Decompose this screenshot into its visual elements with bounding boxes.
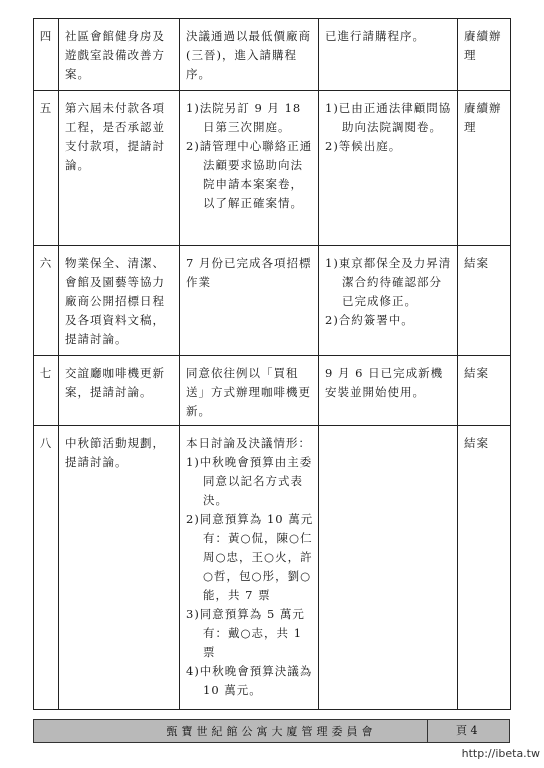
cell-intro: 7 月份已完成各項招標作業 [186,256,312,289]
list-item: 2)等候出庭。 [325,139,402,153]
item-number: 五 [34,91,59,246]
item-list [325,254,453,330]
status-cell: 結案 [458,426,511,710]
list-item: 4)中秋晚會預算決議為 10 萬元。 [186,664,313,697]
cell-intro: 決議通過以最低價廠商(三晉)，進入請購程序。 [186,29,311,81]
item-number: 六 [34,246,59,356]
execution-cell [319,19,458,91]
item-number: 七 [34,356,59,426]
status-cell: 結案 [458,246,511,356]
status-cell: 賡續辦理 [458,19,511,91]
table-row [34,19,511,91]
item-number: 八 [34,426,59,710]
resolution-cell [180,91,319,246]
committee-name: 甄寶世紀館公寓大廈管理委員會 [166,725,377,738]
resolution-cell [180,356,319,426]
cell-intro: 本日討論及決議情形： [186,436,311,450]
resolution-cell [180,246,319,356]
execution-cell [319,246,458,356]
status-cell: 結案 [458,356,511,426]
list-item: 1)已由正通法律顧問協助向法院調閱卷。 [325,101,452,134]
table-row [34,246,511,356]
subject-cell: 交誼廳咖啡機更新案，提請討論。 [59,356,180,426]
subject-cell: 社區會館健身房及遊戲室設備改善方案。 [59,19,180,91]
page-number: 頁 4 [427,720,509,742]
item-list [325,99,453,156]
resolution-cell [180,426,319,710]
execution-cell [319,426,458,710]
execution-cell [319,356,458,426]
cell-intro: 已進行請購程序。 [325,29,425,43]
subject-cell: 第六屆未付款各項工程，是否承認並支付款項，提請討論。 [59,91,180,246]
list-item: 2)合約簽署中。 [325,313,414,327]
status-cell: 賡續辦理 [458,91,511,246]
list-item: 3)同意預算為 5 萬元有：戴○志，共 1 票 [186,607,305,659]
item-list [186,453,314,700]
cell-intro: 同意依往例以「買租送」方式辦理咖啡機更新。 [186,366,311,418]
subject-cell: 中秋節活動規劃，提請討論。 [59,426,180,710]
site-watermark: http://ibeta.tw [461,747,540,760]
table-body [34,19,511,710]
item-list [186,99,314,213]
cell-intro: 9 月 6 日已完成新機安裝並開始使用。 [325,366,444,399]
subject-cell: 物業保全、清潔、會館及園藝等協力廠商公開招標日程及各項資料文稿，提請討論。 [59,246,180,356]
table-row [34,91,511,246]
item-number: 四 [34,19,59,91]
list-item: 1)東京都保全及力昇清潔合約待確認部分已完成修正。 [325,256,452,308]
list-item: 1)中秋晚會預算由主委同意以記名方式表決。 [186,455,313,507]
list-item: 2)請管理中心聯絡正通法顧要求協助向法院申請本案案卷，以了解正確案情。 [186,139,313,210]
resolution-cell [180,19,319,91]
list-item: 1)法院另訂 9 月 18 日第三次開庭。 [186,101,302,134]
table-row [34,356,511,426]
minutes-table [33,18,511,710]
footer-bar [33,719,510,743]
execution-cell [319,91,458,246]
list-item: 2)同意預算為 10 萬元有：黃○侃，陳○仁周○忠，王○火，許○哲，包○彤，劉○能，共 7 票 [186,512,314,602]
table-row [34,426,511,710]
